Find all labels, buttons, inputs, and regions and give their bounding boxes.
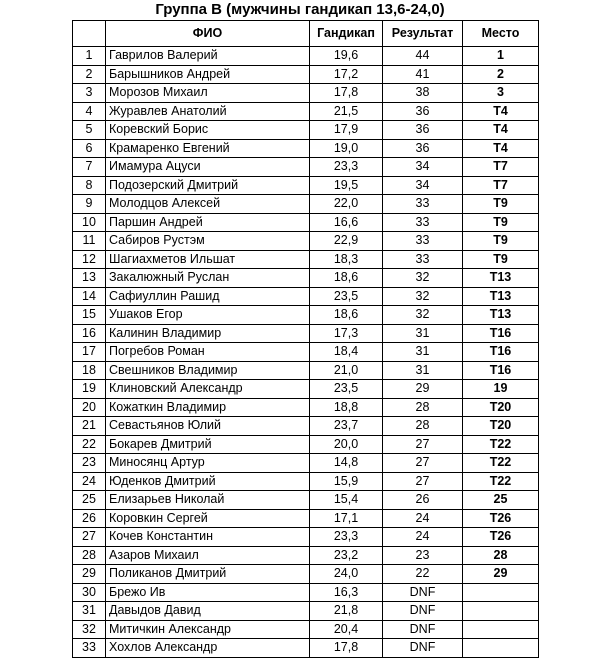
row-number: 9 [73, 195, 106, 214]
row-number: 8 [73, 176, 106, 195]
handicap-value: 19,5 [310, 176, 383, 195]
result-value: 32 [383, 306, 463, 325]
result-value: 33 [383, 213, 463, 232]
table-row [73, 250, 539, 269]
table-row [73, 602, 539, 621]
table-row [73, 398, 539, 417]
table-row [73, 176, 539, 195]
place-value: T22 [463, 472, 539, 491]
player-name: Ушаков Егор [106, 306, 310, 325]
result-value: 34 [383, 158, 463, 177]
player-name: Поликанов Дмитрий [106, 565, 310, 584]
header-name: ФИО [106, 21, 310, 47]
result-value: 31 [383, 361, 463, 380]
result-value: 33 [383, 195, 463, 214]
result-value: 36 [383, 139, 463, 158]
result-value: 33 [383, 250, 463, 269]
table-row [73, 324, 539, 343]
place-value: T9 [463, 250, 539, 269]
row-number: 11 [73, 232, 106, 251]
result-value: 33 [383, 232, 463, 251]
table-row [73, 639, 539, 658]
result-value: 24 [383, 509, 463, 528]
player-name: Хохлов Александр [106, 639, 310, 658]
table-row [73, 139, 539, 158]
player-name: Калинин Владимир [106, 324, 310, 343]
place-value: 25 [463, 491, 539, 510]
player-name: Молодцов Алексей [106, 195, 310, 214]
result-value: 44 [383, 47, 463, 66]
player-name: Миносянц Артур [106, 454, 310, 473]
row-number: 22 [73, 435, 106, 454]
handicap-value: 21,0 [310, 361, 383, 380]
handicap-value: 14,8 [310, 454, 383, 473]
header-result: Результат [383, 21, 463, 47]
table-row [73, 380, 539, 399]
table-row [73, 620, 539, 639]
table-row [73, 583, 539, 602]
table-row [73, 269, 539, 288]
table-row [73, 546, 539, 565]
result-value: 24 [383, 528, 463, 547]
handicap-value: 15,9 [310, 472, 383, 491]
result-value: DNF [383, 602, 463, 621]
place-value: T7 [463, 176, 539, 195]
result-value: 28 [383, 417, 463, 436]
place-value: T20 [463, 417, 539, 436]
place-value: T16 [463, 361, 539, 380]
table-row [73, 565, 539, 584]
result-value: 31 [383, 324, 463, 343]
table-row [73, 491, 539, 510]
place-value: T22 [463, 454, 539, 473]
table-body [73, 47, 539, 658]
table-row [73, 472, 539, 491]
table-row [73, 158, 539, 177]
row-number: 7 [73, 158, 106, 177]
handicap-value: 24,0 [310, 565, 383, 584]
place-value: T26 [463, 509, 539, 528]
table-row [73, 417, 539, 436]
result-value: 36 [383, 121, 463, 140]
header-handicap: Гандикап [310, 21, 383, 47]
row-number: 25 [73, 491, 106, 510]
place-value [463, 583, 539, 602]
player-name: Бокарев Дмитрий [106, 435, 310, 454]
result-value: 22 [383, 565, 463, 584]
handicap-value: 23,2 [310, 546, 383, 565]
handicap-value: 17,8 [310, 84, 383, 103]
player-name: Крамаренко Евгений [106, 139, 310, 158]
row-number: 16 [73, 324, 106, 343]
place-value: 19 [463, 380, 539, 399]
place-value: T26 [463, 528, 539, 547]
table-row [73, 102, 539, 121]
row-number: 23 [73, 454, 106, 473]
player-name: Подозерский Дмитрий [106, 176, 310, 195]
row-number: 12 [73, 250, 106, 269]
place-value: T13 [463, 306, 539, 325]
player-name: Шагиахметов Ильшат [106, 250, 310, 269]
handicap-value: 21,8 [310, 602, 383, 621]
table-row [73, 47, 539, 66]
player-name: Имамура Ацуси [106, 158, 310, 177]
row-number: 14 [73, 287, 106, 306]
place-value: T4 [463, 102, 539, 121]
handicap-value: 17,2 [310, 65, 383, 84]
row-number: 15 [73, 306, 106, 325]
result-value: DNF [383, 639, 463, 658]
place-value: T4 [463, 139, 539, 158]
handicap-value: 22,9 [310, 232, 383, 251]
row-number: 13 [73, 269, 106, 288]
row-number: 28 [73, 546, 106, 565]
player-name: Коровкин Сергей [106, 509, 310, 528]
handicap-value: 15,4 [310, 491, 383, 510]
handicap-value: 18,8 [310, 398, 383, 417]
player-name: Клиновский Александр [106, 380, 310, 399]
result-value: DNF [383, 583, 463, 602]
player-name: Брежо Ив [106, 583, 310, 602]
result-value: 28 [383, 398, 463, 417]
row-number: 29 [73, 565, 106, 584]
handicap-value: 20,0 [310, 435, 383, 454]
player-name: Журавлев Анатолий [106, 102, 310, 121]
row-number: 19 [73, 380, 106, 399]
player-name: Давыдов Давид [106, 602, 310, 621]
player-name: Сафиуллин Рашид [106, 287, 310, 306]
player-name: Елизарьев Николай [106, 491, 310, 510]
result-value: DNF [383, 620, 463, 639]
player-name: Сабиров Рустэм [106, 232, 310, 251]
player-name: Свешников Владимир [106, 361, 310, 380]
place-value: 28 [463, 546, 539, 565]
player-name: Юденков Дмитрий [106, 472, 310, 491]
table-row [73, 435, 539, 454]
player-name: Паршин Андрей [106, 213, 310, 232]
table-row [73, 306, 539, 325]
place-value: 1 [463, 47, 539, 66]
row-number: 32 [73, 620, 106, 639]
place-value: T20 [463, 398, 539, 417]
result-value: 32 [383, 269, 463, 288]
result-value: 34 [383, 176, 463, 195]
table-row [73, 454, 539, 473]
place-value: 2 [463, 65, 539, 84]
table-row [73, 361, 539, 380]
row-number: 31 [73, 602, 106, 621]
handicap-value: 18,6 [310, 269, 383, 288]
player-name: Митичкин Александр [106, 620, 310, 639]
row-number: 33 [73, 639, 106, 658]
handicap-value: 23,7 [310, 417, 383, 436]
row-number: 21 [73, 417, 106, 436]
row-number: 24 [73, 472, 106, 491]
handicap-value: 17,1 [310, 509, 383, 528]
player-name: Коревский Борис [106, 121, 310, 140]
table-row [73, 213, 539, 232]
place-value: T22 [463, 435, 539, 454]
row-number: 26 [73, 509, 106, 528]
player-name: Кожаткин Владимир [106, 398, 310, 417]
result-value: 26 [383, 491, 463, 510]
player-name: Погребов Роман [106, 343, 310, 362]
row-number: 10 [73, 213, 106, 232]
table-row [73, 195, 539, 214]
handicap-value: 22,0 [310, 195, 383, 214]
player-name: Азаров Михаил [106, 546, 310, 565]
table-row [73, 84, 539, 103]
place-value [463, 639, 539, 658]
place-value: 3 [463, 84, 539, 103]
result-value: 36 [383, 102, 463, 121]
header-place: Место [463, 21, 539, 47]
result-value: 41 [383, 65, 463, 84]
handicap-value: 21,5 [310, 102, 383, 121]
place-value [463, 602, 539, 621]
place-value: T13 [463, 269, 539, 288]
result-value: 23 [383, 546, 463, 565]
header-number [73, 21, 106, 47]
row-number: 5 [73, 121, 106, 140]
row-number: 2 [73, 65, 106, 84]
place-value: T9 [463, 213, 539, 232]
handicap-value: 19,6 [310, 47, 383, 66]
handicap-value: 17,8 [310, 639, 383, 658]
table-row [73, 65, 539, 84]
row-number: 17 [73, 343, 106, 362]
row-number: 18 [73, 361, 106, 380]
player-name: Севастьянов Юлий [106, 417, 310, 436]
place-value: T13 [463, 287, 539, 306]
table-row [73, 287, 539, 306]
handicap-value: 17,9 [310, 121, 383, 140]
row-number: 3 [73, 84, 106, 103]
place-value: T16 [463, 343, 539, 362]
table-row [73, 121, 539, 140]
handicap-value: 19,0 [310, 139, 383, 158]
player-name: Гаврилов Валерий [106, 47, 310, 66]
player-name: Закалюжный Руслан [106, 269, 310, 288]
handicap-value: 20,4 [310, 620, 383, 639]
place-value: T9 [463, 232, 539, 251]
row-number: 27 [73, 528, 106, 547]
handicap-value: 18,3 [310, 250, 383, 269]
handicap-value: 18,4 [310, 343, 383, 362]
result-value: 27 [383, 454, 463, 473]
player-name: Морозов Михаил [106, 84, 310, 103]
row-number: 4 [73, 102, 106, 121]
table-row [73, 232, 539, 251]
player-name: Кочев Константин [106, 528, 310, 547]
handicap-value: 23,3 [310, 528, 383, 547]
table-row [73, 509, 539, 528]
handicap-value: 23,5 [310, 380, 383, 399]
place-value: 29 [463, 565, 539, 584]
handicap-value: 23,3 [310, 158, 383, 177]
table-header-row [73, 21, 539, 47]
result-value: 27 [383, 435, 463, 454]
page-title: Группа В (мужчины гандикап 13,6-24,0) [155, 1, 445, 18]
table-row [73, 343, 539, 362]
handicap-value: 18,6 [310, 306, 383, 325]
handicap-value: 16,6 [310, 213, 383, 232]
row-number: 1 [73, 47, 106, 66]
handicap-value: 23,5 [310, 287, 383, 306]
handicap-value: 16,3 [310, 583, 383, 602]
row-number: 20 [73, 398, 106, 417]
result-value: 32 [383, 287, 463, 306]
result-value: 31 [383, 343, 463, 362]
handicap-value: 17,3 [310, 324, 383, 343]
player-name: Барышников Андрей [106, 65, 310, 84]
place-value: T9 [463, 195, 539, 214]
result-value: 38 [383, 84, 463, 103]
result-value: 27 [383, 472, 463, 491]
place-value: T4 [463, 121, 539, 140]
table-row [73, 528, 539, 547]
row-number: 30 [73, 583, 106, 602]
place-value: T7 [463, 158, 539, 177]
place-value: T16 [463, 324, 539, 343]
result-value: 29 [383, 380, 463, 399]
place-value [463, 620, 539, 639]
row-number: 6 [73, 139, 106, 158]
results-table [72, 20, 539, 658]
